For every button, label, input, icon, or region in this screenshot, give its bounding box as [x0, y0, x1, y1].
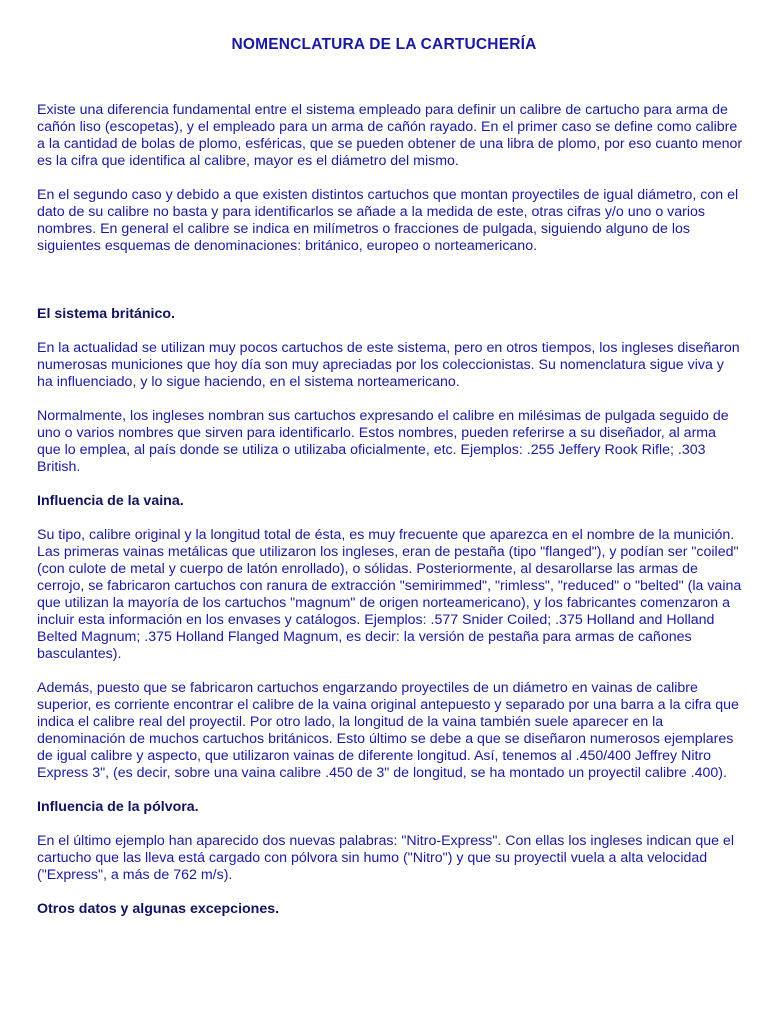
section-paragraph: Su tipo, calibre original y la longitud total de ésta, es muy frecuente que aparezca en el nombre de la munición. Las primeras vainas metálicas que utilizaron los ingleses, eran de pestaña (tipo "flanged"), y podían ser "coiled" (con culote de metal y cuerpo de latón enrollado), o sólidas. Posteriormente, al desarollarse las armas de cerrojo, se fabricaron cartuchos con ranura de extracción "semirimmed", "rimless", "reduced" o "belted" (la vaina que utilizan la mayoría de los cartuchos "magnum" de origen norteamericano), y los fabricantes comenzaron a incluir esta información en los envases y catálogos. Ejemplos: .577 Snider Coiled; .375 Holland and Holland Belted Magnum; .375 Holland Flanged Magnum, es decir: la versión de pestaña para armas de cañones basculantes). — [37, 527, 742, 662]
document-body — [37, 102, 743, 918]
section-heading-british-system: El sistema británico. — [37, 306, 175, 322]
intro-paragraph-1: Existe una diferencia fundamental entre el sistema empleado para definir un calibre de cartucho para arma de cañón liso (escopetas), y el empleado para un arma de cañón rayado. En el primer caso se define como calibre a la cantidad de bolas de plomo, esféricas, que se pueden obtener de una libra de plomo, por eso cuanto menor es la cifra que identifica al calibre, mayor es el diámetro del mismo. — [37, 102, 743, 169]
document-title: NOMENCLATURA DE LA CARTUCHERÍA — [231, 36, 537, 53]
intro-paragraph-2: En el segundo caso y debido a que existen distintos cartuchos que montan proyectiles de igual diámetro, con el dato de su calibre no basta y para identificarlos se añade a la medida de este, otras cifras y/o uno o varios nombres. En general el calibre se indica en milímetros o fracciones de pulgada, siguiendo alguno de los siguientes esquemas de denominaciones: británico, europeo o norteamericano. — [37, 187, 739, 254]
section-paragraph: En la actualidad se utilizan muy pocos cartuchos de este sistema, pero en otros tiempos, los ingleses diseñaron numerosas municiones que hoy día son muy apreciadas por los coleccionistas. Su nomenclatura sigue viva y ha influenciado, y lo sigue haciendo, en el sistema norteamericano. — [37, 340, 740, 390]
section-heading-case-influence: Influencia de la vaina. — [37, 493, 184, 509]
section-paragraph: Además, puesto que se fabricaron cartuchos engarzando proyectiles de un diámetro en vainas de calibre superior, es corriente encontrar el calibre de la vaina original antepuesto y separado por una barra a la cifra que indica el calibre real del proyectil. Por otro lado, la longitud de la vaina también suele aparecer en la denominación de muchos cartuchos británicos. Esto último se debe a que se diseñaron numerosos ejemplares de igual calibre y aspecto, que utilizaron vainas de diferente longitud. Así, tenemos al .450/400 Jeffrey Nitro Express 3", (es decir, sobre una vaina calibre .450 de 3" de longitud, se ha montado un proyectil calibre .400). — [37, 680, 739, 781]
section-heading-other-data: Otros datos y algunas excepciones. — [37, 901, 280, 917]
section-heading-powder-influence: Influencia de la pólvora. — [37, 799, 199, 815]
section-paragraph: En el último ejemplo han aparecido dos nuevas palabras: "Nitro-Express". Con ellas los ingleses indican que el cartucho que las lleva está cargado con pólvora sin humo ("Nitro") y que su proyectil vuela a alta velocidad ("Express", a más de 762 m/s). — [37, 833, 734, 883]
section-paragraph: Normalmente, los ingleses nombran sus cartuchos expresando el calibre en milésimas de pulgada seguido de uno o varios nombres que sirven para identificarlo. Estos nombres, pueden referirse a su diseñador, al arma que lo emplea, al país donde se utiliza o utilizaba oficialmente, etc. Ejemplos: .255 Jeffery Rook Rifle; .303 British. — [37, 408, 729, 475]
